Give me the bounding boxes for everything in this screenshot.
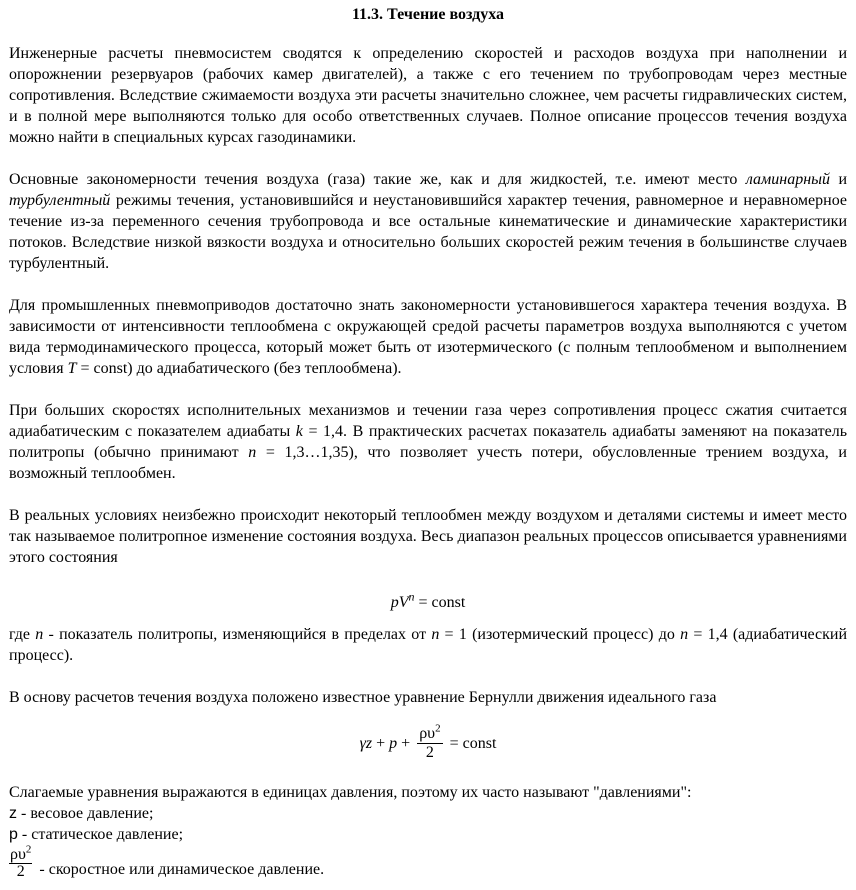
dynamic-exp: 2 (25, 843, 32, 856)
regimes-text-a: Основные закономерности течения воздуха (газа) такие же, как и для жидкостей, т.е. имеют место (9, 171, 746, 188)
term-turbulent: турбулентный (9, 192, 111, 209)
term-dynamic-pressure (9, 843, 847, 880)
symbol-n-3: n (680, 626, 689, 643)
processes-text-b: = const) до адиабатического (без теплообмена). (76, 360, 402, 377)
dynamic-fraction (9, 843, 32, 880)
formula-V: V (398, 594, 409, 611)
paragraph-processes (9, 295, 847, 379)
adiabatic-text-b: = 1,4. В практических расчетах показатель адиабаты заменяют на показатель политропы (обычно принимают (9, 423, 847, 461)
symbol-n: n (248, 444, 257, 461)
bernoulli-fraction (417, 722, 442, 762)
polytropic-equation (9, 582, 847, 624)
symbol-T: T (67, 360, 77, 377)
paragraph-intro: Инженерные расчеты пневмосистем сводятся к определению скоростей и расходов воздуха при наполнении и опорожнении резервуаров (рабочих камер двигателей), а также с его течением по трубопроводам через местные сопротивления. Вследствие сжимаемости воздуха эти расчеты значительно сложнее, чем расчеты гидравлических систем, и в полной мере выполняются только для особо ответственных случаев. Полное описание процессов течения воздуха можно найти в специальных курсах газодинамики. (9, 45, 847, 146)
paragraph-regimes (9, 169, 847, 274)
bernoulli-num: ρυ (419, 724, 436, 742)
term-laminar: ламинарный (745, 171, 830, 188)
term-p-symbol: p (9, 826, 18, 843)
bernoulli-gz: γz (359, 734, 373, 752)
bernoulli-p: p (389, 734, 398, 752)
dynamic-desc: - скоростное или динамическое давление. (35, 861, 325, 878)
where-text-a: где (9, 626, 36, 643)
adiabatic-text-c: = 1,3…1,35), что позволяет учесть потери, обусловленные трением воздуха, и возможный теплообмен. (9, 444, 847, 482)
term-z-desc: - весовое давление; (17, 805, 154, 822)
where-text-d: = 1,4 (адиабатический процесс). (9, 626, 848, 664)
regimes-text-b: режимы течения, установившийся и неустановившийся характер течения, равномерное и неравномерное течение из-за переменного сечения трубопровода и все остальные кинематические и динамические характеристики потоков. Вследствие низкой вязкости воздуха и относительно больших скоростей режим течения в большинстве случаев турбулентный. (9, 192, 847, 272)
paragraph-adiabatic (9, 400, 847, 484)
term-p-desc: - статическое давление; (17, 826, 184, 843)
paragraph-terms-intro: Слагаемые уравнения выражаются в единицах давления, поэтому их часто называют "давлениями": (9, 784, 692, 801)
bernoulli-plus-1: + (372, 734, 390, 752)
formula-rhs: = const (414, 594, 466, 611)
where-text-c: = 1 (изотермический процесс) до (439, 626, 681, 643)
symbol-k: k (295, 423, 303, 440)
term-z-symbol: z (9, 805, 17, 822)
symbol-n-1: n (35, 626, 44, 643)
dynamic-den: 2 (16, 863, 25, 880)
term-static-pressure (9, 824, 847, 845)
processes-text-a: Для промышленных пневмоприводов достаточно знать закономерности установившегося характера течения воздуха. В зависимости от интенсивности теплообмена с окружающей средой расчеты параметров воздуха выполняются с учетом вида термодинамического процесса, который может быть от изотермического (с полным теплообменом и выполнением условия (9, 297, 847, 377)
paragraph-where (9, 624, 847, 666)
dynamic-num: ρυ (10, 846, 26, 863)
bernoulli-den: 2 (425, 743, 434, 761)
section-title: 11.3. Течение воздуха (351, 6, 505, 23)
adiabatic-text-a: При больших скоростях исполнительных механизмов и течении газа через сопротивления процесс сжатия считается адиабатическим с показателем адиабаты (9, 402, 847, 440)
symbol-n-2: n (431, 626, 440, 643)
where-text-b: - показатель политропы, изменяющийся в пределах от (43, 626, 432, 643)
bernoulli-rhs: = const (445, 734, 497, 752)
term-weight-pressure (9, 803, 847, 824)
paragraph-bernoulli-intro: В основу расчетов течения воздуха положено известное уравнение Бернулли движения идеального газа (9, 689, 717, 706)
bernoulli-exp: 2 (435, 722, 441, 735)
regimes-and: и (829, 171, 848, 188)
formula-p: p (390, 594, 399, 611)
bernoulli-equation (9, 712, 847, 774)
formula-n-exp: n (408, 589, 415, 604)
paragraph-polytropic: В реальных условиях неизбежно происходит некоторый теплообмен между воздухом и деталями системы и имеет место так называемое политропное изменение состояния воздуха. Весь диапазон реальных процессов описывается уравнениями этого состояния (9, 507, 847, 566)
bernoulli-plus-2: + (397, 734, 415, 752)
